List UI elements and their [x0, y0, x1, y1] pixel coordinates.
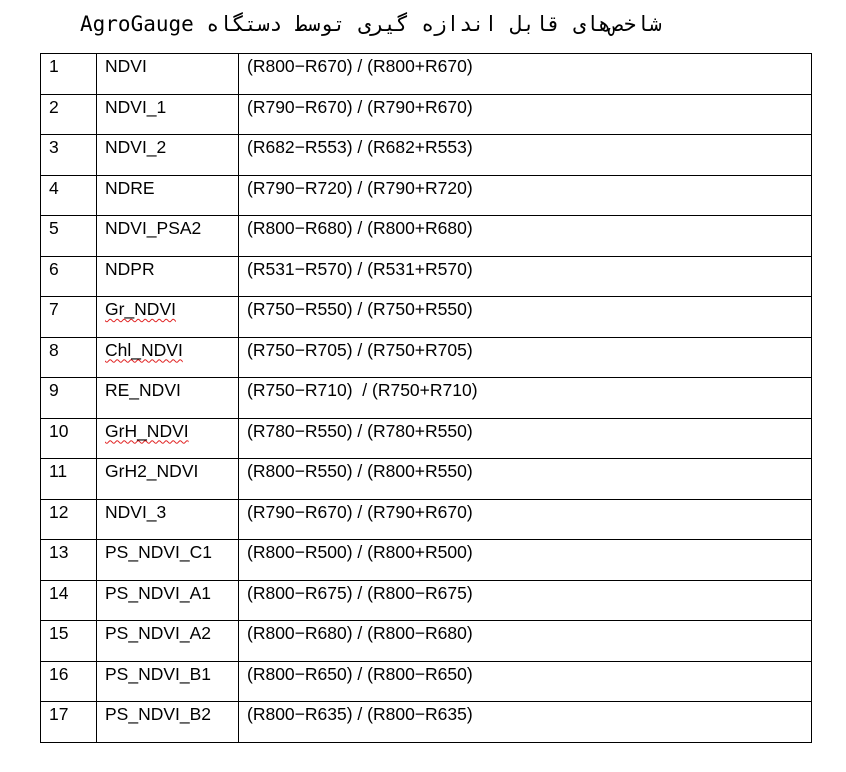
index-formula-cell: (R800−R500) / (R800+R500) [239, 540, 812, 581]
row-number-cell: 10 [41, 418, 97, 459]
index-name-text: PS_NDVI_A2 [105, 623, 212, 643]
table-row [41, 540, 812, 581]
index-name-text: NDVI_2 [105, 137, 167, 157]
index-name-cell [97, 337, 239, 378]
index-formula-cell: (R800−R670) / (R800+R670) [239, 54, 812, 95]
index-formula-cell: (R800−R635) / (R800−R635) [239, 702, 812, 743]
row-number-cell: 6 [41, 256, 97, 297]
table-row [41, 621, 812, 662]
index-name-cell [97, 378, 239, 419]
indices-table-body [41, 54, 812, 743]
index-name-text: NDPR [105, 258, 155, 279]
index-formula-cell: (R682−R553) / (R682+R553) [239, 135, 812, 176]
table-row [41, 54, 812, 95]
index-name-text-spellcheck-flagged: Chl_NDVI [105, 339, 183, 360]
index-formula-cell: (R790−R670) / (R790+R670) [239, 499, 812, 540]
table-row [41, 661, 812, 702]
index-name-cell [97, 418, 239, 459]
index-name-text: NDVI_PSA2 [105, 218, 202, 238]
table-row [41, 135, 812, 176]
table-row [41, 256, 812, 297]
index-name-cell [97, 540, 239, 581]
row-number-cell: 11 [41, 459, 97, 500]
index-name-cell [97, 702, 239, 743]
index-name-text: PS_NDVI_B1 [105, 663, 212, 684]
row-number-cell: 5 [41, 216, 97, 257]
row-number-cell: 1 [41, 54, 97, 95]
index-name-text-spellcheck-flagged: GrH_NDVI [105, 420, 189, 441]
index-formula-cell: (R800−R680) / (R800+R680) [239, 216, 812, 257]
index-formula-cell: (R800−R675) / (R800−R675) [239, 580, 812, 621]
index-name-text: NDRE [105, 177, 155, 198]
index-name-text: PS_NDVI_B2 [105, 704, 212, 724]
table-row [41, 702, 812, 743]
row-number-cell: 14 [41, 580, 97, 621]
index-formula-cell: (R531−R570) / (R531+R570) [239, 256, 812, 297]
table-row [41, 297, 812, 338]
title-device-name: AgroGauge [80, 12, 194, 36]
row-number-cell: 2 [41, 94, 97, 135]
table-row [41, 418, 812, 459]
index-formula-cell: (R750−R705) / (R750+R705) [239, 337, 812, 378]
index-name-text: NDVI [105, 56, 147, 76]
index-name-text: PS_NDVI_C1 [105, 542, 212, 562]
row-number-cell: 12 [41, 499, 97, 540]
index-formula-cell: (R800−R680) / (R800−R680) [239, 621, 812, 662]
table-row [41, 499, 812, 540]
index-name-cell [97, 175, 239, 216]
table-row [41, 378, 812, 419]
document-title [80, 8, 720, 40]
table-row [41, 337, 812, 378]
table-row [41, 459, 812, 500]
index-name-text: RE_NDVI [105, 380, 181, 400]
index-name-text: PS_NDVI_A1 [105, 582, 212, 603]
row-number-cell: 7 [41, 297, 97, 338]
index-formula-cell: (R800−R650) / (R800−R650) [239, 661, 812, 702]
row-number-cell: 17 [41, 702, 97, 743]
index-formula-cell: (R790−R670) / (R790+R670) [239, 94, 812, 135]
index-name-text: NDVI_3 [105, 501, 167, 522]
index-name-text-spellcheck-flagged: Gr_NDVI [105, 299, 176, 319]
index-name-cell [97, 621, 239, 662]
indices-table [40, 53, 812, 743]
index-formula-cell: (R750−R550) / (R750+R550) [239, 297, 812, 338]
index-name-cell [97, 499, 239, 540]
index-formula-cell: (R750−R710) / (R750+R710) [239, 378, 812, 419]
index-formula-cell: (R780−R550) / (R780+R550) [239, 418, 812, 459]
index-name-cell [97, 661, 239, 702]
index-name-cell [97, 256, 239, 297]
index-name-text: NDVI_1 [105, 96, 167, 117]
title-persian-text: شاخص‌های قابل اندازه گیری توسط دستگاه [206, 12, 662, 36]
table-row [41, 94, 812, 135]
index-name-cell [97, 580, 239, 621]
table-row [41, 216, 812, 257]
index-name-cell [97, 459, 239, 500]
index-name-text: GrH2_NDVI [105, 461, 199, 481]
index-name-cell [97, 94, 239, 135]
index-name-cell [97, 297, 239, 338]
row-number-cell: 9 [41, 378, 97, 419]
index-name-cell [97, 135, 239, 176]
row-number-cell: 8 [41, 337, 97, 378]
row-number-cell: 13 [41, 540, 97, 581]
table-row [41, 175, 812, 216]
index-formula-cell: (R800−R550) / (R800+R550) [239, 459, 812, 500]
row-number-cell: 3 [41, 135, 97, 176]
row-number-cell: 16 [41, 661, 97, 702]
row-number-cell: 4 [41, 175, 97, 216]
index-name-cell [97, 54, 239, 95]
index-name-cell [97, 216, 239, 257]
index-formula-cell: (R790−R720) / (R790+R720) [239, 175, 812, 216]
table-row [41, 580, 812, 621]
row-number-cell: 15 [41, 621, 97, 662]
